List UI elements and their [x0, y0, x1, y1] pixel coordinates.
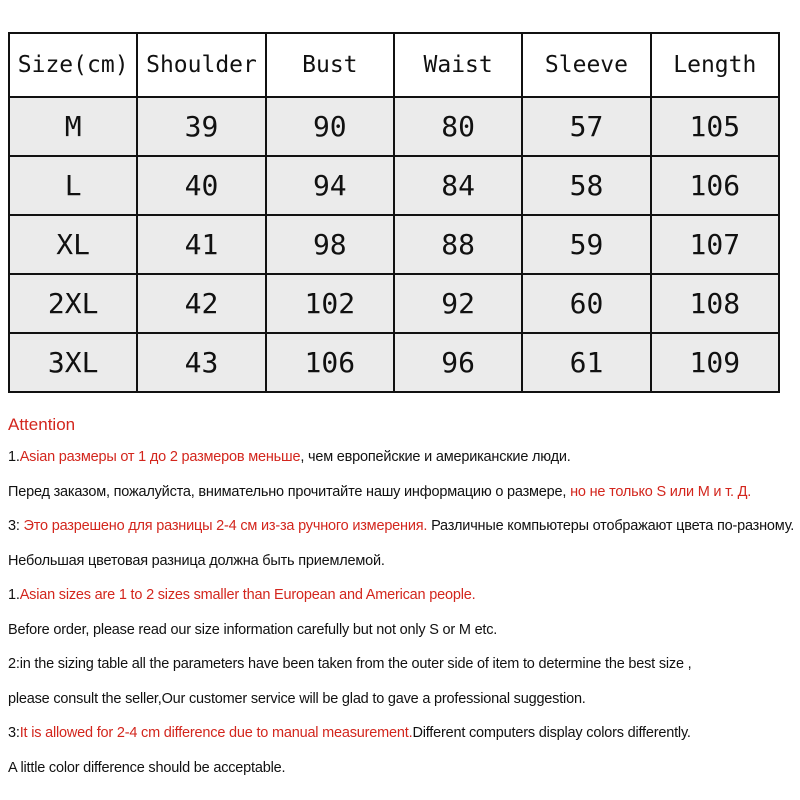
- header-waist: Waist: [394, 33, 522, 97]
- note-text: Перед заказом, пожалуйста, внимательно прочитайте нашу информацию о размере,: [8, 483, 571, 500]
- cell-length: 108: [651, 274, 779, 333]
- header-shoulder: Shoulder: [137, 33, 265, 97]
- cell-sleeve: 57: [522, 97, 650, 156]
- note-highlight-text: Это разрешено для разницы 2-4 см из-за ручного измерения.: [23, 518, 428, 534]
- note-line: [8, 716, 798, 751]
- note-text: please consult the seller,Our customer service will be glad to gave a professional suggestion.: [8, 690, 586, 707]
- cell-waist: 80: [394, 97, 522, 156]
- note-text: 2:in the sizing table all the parameters have been taken from the outer side of item to determine the best size ,: [8, 656, 692, 672]
- cell-size: L: [9, 156, 137, 215]
- header-size: Size(cm): [9, 33, 137, 97]
- attention-heading: Attention: [8, 415, 76, 434]
- cell-sleeve: 58: [522, 156, 650, 215]
- cell-bust: 90: [266, 97, 394, 156]
- cell-waist: 84: [394, 156, 522, 215]
- note-text: Различные компьютеры отображают цвета по-разному.: [427, 518, 795, 534]
- cell-bust: 106: [266, 333, 394, 392]
- note-text: Небольшая цветовая разница должна быть приемлемой.: [8, 552, 385, 569]
- note-text: 3:: [8, 725, 20, 741]
- size-chart-header-row: [9, 33, 779, 97]
- cell-bust: 94: [266, 156, 394, 215]
- note-line: [8, 613, 798, 648]
- note-highlight-text: It is allowed for 2-4 cm difference due to manual measurement.: [19, 725, 413, 741]
- cell-sleeve: 59: [522, 215, 650, 274]
- table-row: [9, 215, 779, 274]
- note-highlight-text: но не только S или M и т. Д.: [570, 483, 752, 500]
- size-chart-body: [9, 97, 779, 392]
- cell-shoulder: 43: [137, 333, 265, 392]
- cell-sleeve: 60: [522, 274, 650, 333]
- cell-shoulder: 40: [137, 156, 265, 215]
- cell-shoulder: 39: [137, 97, 265, 156]
- note-text: 3:: [8, 518, 24, 534]
- note-line: [8, 751, 798, 786]
- header-bust: Bust: [266, 33, 394, 97]
- notes-lines: [8, 440, 798, 785]
- cell-size: XL: [9, 215, 137, 274]
- cell-size: 2XL: [9, 274, 137, 333]
- note-line: [8, 544, 798, 579]
- cell-length: 105: [651, 97, 779, 156]
- cell-size: M: [9, 97, 137, 156]
- note-line: [8, 578, 798, 613]
- table-row: [9, 333, 779, 392]
- cell-length: 106: [651, 156, 779, 215]
- note-text: A little color difference should be acceptable.: [8, 759, 286, 776]
- note-line: [8, 440, 798, 475]
- cell-waist: 96: [394, 333, 522, 392]
- size-chart-table: [8, 32, 780, 393]
- cell-shoulder: 42: [137, 274, 265, 333]
- cell-bust: 98: [266, 215, 394, 274]
- cell-shoulder: 41: [137, 215, 265, 274]
- note-highlight-text: Asian размеры от 1 до 2 размеров меньше: [19, 449, 301, 465]
- table-row: [9, 97, 779, 156]
- note-text: , чем европейские и американские люди.: [300, 449, 571, 465]
- note-text: Before order, please read our size information carefully but not only S or M etc.: [8, 621, 498, 638]
- note-text: Different computers display colors differently.: [412, 725, 691, 741]
- cell-size: 3XL: [9, 333, 137, 392]
- notes-section: [8, 410, 798, 785]
- table-row: [9, 274, 779, 333]
- note-text: 1.: [8, 587, 20, 603]
- note-line: [8, 509, 798, 544]
- note-highlight-text: Asian sizes are 1 to 2 sizes smaller than European and American people.: [19, 587, 476, 603]
- table-row: [9, 156, 779, 215]
- cell-length: 107: [651, 215, 779, 274]
- header-length: Length: [651, 33, 779, 97]
- note-line: [8, 647, 798, 682]
- header-sleeve: Sleeve: [522, 33, 650, 97]
- cell-length: 109: [651, 333, 779, 392]
- note-line: [8, 475, 798, 510]
- cell-bust: 102: [266, 274, 394, 333]
- cell-waist: 92: [394, 274, 522, 333]
- cell-sleeve: 61: [522, 333, 650, 392]
- note-line: [8, 682, 798, 717]
- cell-waist: 88: [394, 215, 522, 274]
- note-text: 1.: [8, 449, 20, 465]
